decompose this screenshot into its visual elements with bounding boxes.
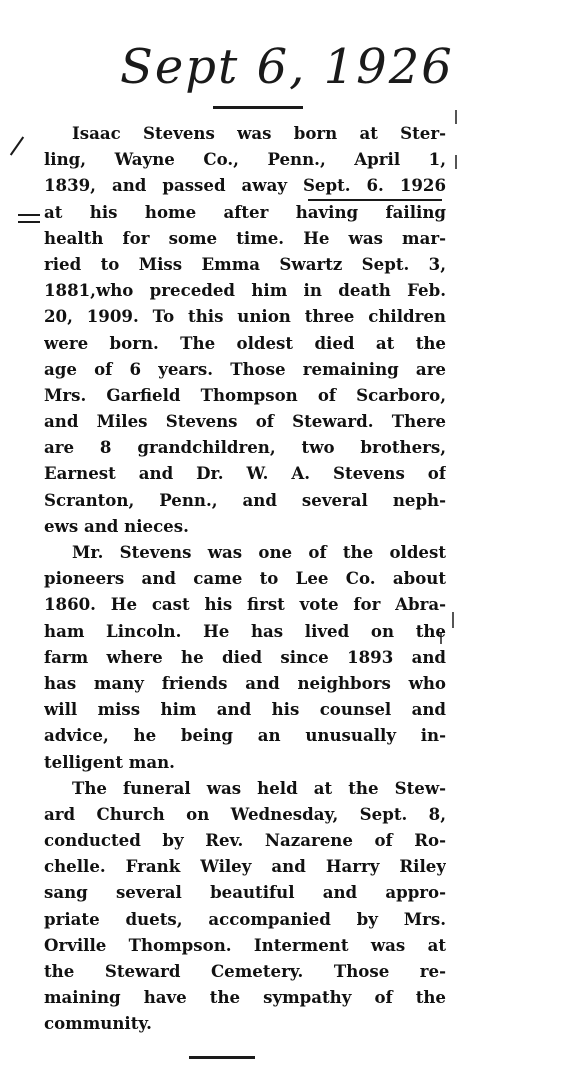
top-rule <box>213 106 303 109</box>
article-line: and Miles Stevens of Steward. There <box>44 411 446 432</box>
article-line: 1881,who preceded him in death Feb. <box>44 280 446 301</box>
article-line: are 8 grandchildren, two brothers, <box>44 437 446 458</box>
handwritten-date: Sept 6, 1926 <box>120 39 454 95</box>
article-line: health for some time. He was mar- <box>44 227 446 248</box>
article-line: community. <box>44 1013 152 1034</box>
article-line: Mrs. Garfield Thompson of Scarboro, <box>44 384 446 405</box>
article-line: sang several beautiful and appro- <box>44 882 446 903</box>
article-line: advice, he being an unusually in- <box>44 725 446 746</box>
article-line: farm where he died since 1893 and <box>44 646 446 667</box>
column-edge-mark <box>455 155 457 169</box>
article-line: 1860. He cast his first vote for Abra- <box>44 594 446 615</box>
bottom-rule <box>189 1056 255 1059</box>
article-line: ham Lincoln. He has lived on the <box>44 620 446 641</box>
article-line: Orville Thompson. Interment was at <box>44 934 446 955</box>
article-line: Scranton, Penn., and several neph- <box>44 489 446 510</box>
article-line: will miss him and his counsel and <box>44 699 446 720</box>
article-line: age of 6 years. Those remaining are <box>44 358 446 379</box>
article-line: at his home after having failing <box>44 201 446 222</box>
margin-pen-mark <box>18 214 40 216</box>
margin-pen-mark <box>18 221 40 223</box>
article-line: has many friends and neighbors who <box>44 672 446 693</box>
article-line: chelle. Frank Wiley and Harry Riley <box>44 856 446 877</box>
article-line: priate duets, accompanied by Mrs. <box>44 908 446 929</box>
column-edge-mark <box>455 110 457 124</box>
article-line: 20, 1909. To this union three children <box>44 306 446 327</box>
article-line: pioneers and came to Lee Co. about <box>44 568 446 589</box>
article-line: the Steward Cemetery. Those re- <box>44 961 446 981</box>
paragraph-1 <box>44 120 446 539</box>
article-line: were born. The oldest died at the <box>44 332 446 353</box>
article-line: maining have the sympathy of the <box>44 987 446 1008</box>
article-line: ried to Miss Emma Swartz Sept. 3, <box>44 253 446 274</box>
article-line: ard Church on Wednesday, Sept. 8, <box>44 803 446 824</box>
article-line: ews and nieces. <box>44 515 189 536</box>
article-line: The funeral was held at the Stew- <box>72 777 446 798</box>
article-line: Earnest and Dr. W. A. Stevens of <box>44 463 446 484</box>
article-line: Mr. Stevens was one of the oldest <box>72 542 446 562</box>
margin-pen-mark <box>10 136 24 155</box>
article-line: 1839, and passed away Sept. 6. 1926 <box>44 175 446 196</box>
paragraph-2 <box>44 539 446 775</box>
article-line: conducted by Rev. Nazarene of Ro- <box>44 830 446 851</box>
article-line: ling, Wayne Co., Penn., April 1, <box>44 149 446 170</box>
article-line: telligent man. <box>44 751 175 772</box>
paragraph-3 <box>44 775 446 1037</box>
column-edge-mark <box>452 612 454 628</box>
obituary-article <box>44 120 446 1037</box>
article-line: Isaac Stevens was born at Ster- <box>72 123 446 143</box>
